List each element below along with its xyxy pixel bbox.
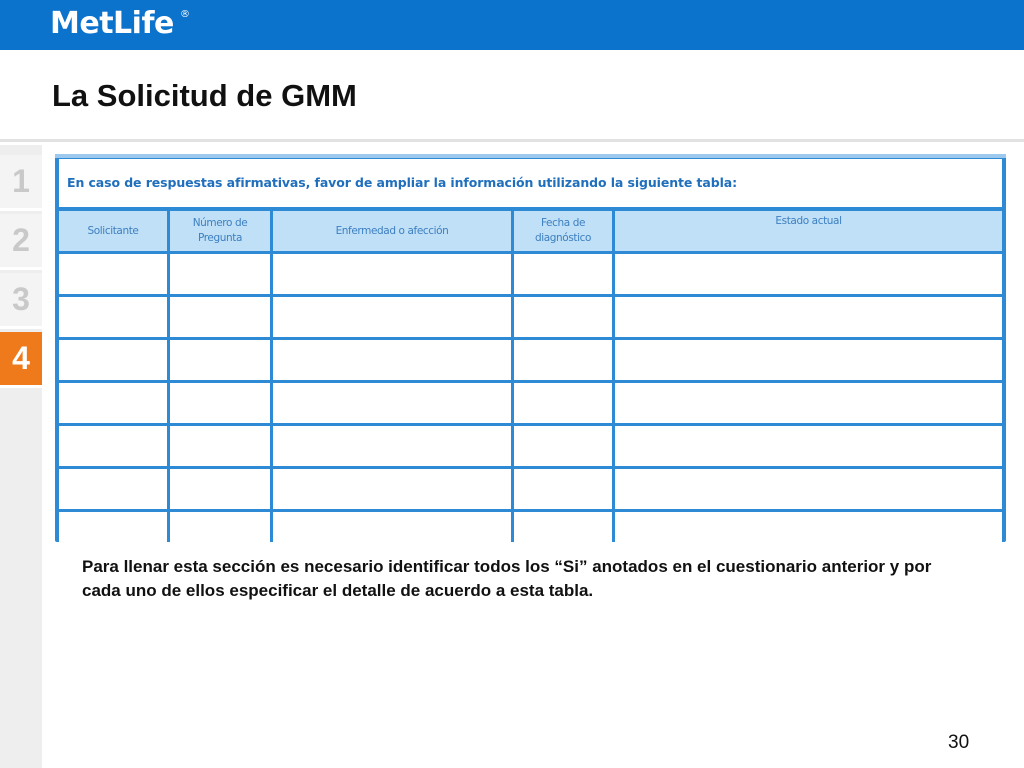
- page-number: 30: [948, 732, 970, 753]
- table-cell: [615, 426, 1002, 466]
- table-cell: [170, 469, 270, 509]
- column-header-estado-actual: Estado actual: [615, 211, 1002, 251]
- column-header-solicitante: Solicitante: [59, 211, 167, 251]
- table-cell: [273, 469, 511, 509]
- table-cell: [59, 512, 167, 552]
- table-cell: [170, 426, 270, 466]
- table-cell: [273, 297, 511, 337]
- table-cell: [170, 254, 270, 294]
- table-cell: [170, 340, 270, 380]
- table-cell: [59, 254, 167, 294]
- form-table: [55, 154, 1006, 542]
- form-top-stripe: [55, 154, 1006, 158]
- registered-mark: ®: [180, 9, 190, 20]
- table-cell: [170, 512, 270, 552]
- table-cell: [170, 297, 270, 337]
- table-cell: [59, 469, 167, 509]
- step-1[interactable]: 1: [0, 155, 42, 211]
- form-caption-box: [59, 159, 1002, 207]
- brand-header-bar: [0, 0, 1024, 50]
- table-cell: [273, 254, 511, 294]
- table-cell: [615, 469, 1002, 509]
- table-cell: [59, 383, 167, 423]
- column-header-fecha-diagnostico: Fecha de diagnóstico: [514, 211, 612, 251]
- table-cell: [59, 297, 167, 337]
- table-cell: [273, 426, 511, 466]
- table-cell: [59, 426, 167, 466]
- instruction-note: Para llenar esta sección es necesario identificar todos los “Si” anotados en el cuestionario anterior y por cada uno de ellos especificar el detalle de acuerdo a esta tabla.: [82, 557, 932, 600]
- table-cell: [615, 254, 1002, 294]
- step-navigation: [0, 145, 42, 768]
- table-cell: [615, 297, 1002, 337]
- title-band: [0, 50, 1024, 142]
- table-cell: [514, 254, 612, 294]
- table-cell: [514, 383, 612, 423]
- table-cell: [273, 383, 511, 423]
- table-cell: [514, 512, 612, 552]
- column-header-numero-pregunta: Número de Pregunta: [170, 211, 270, 251]
- table-cell: [514, 469, 612, 509]
- table-cell: [514, 297, 612, 337]
- metlife-logo: MetLife: [50, 6, 174, 41]
- slide-title: La Solicitud de GMM: [52, 78, 357, 113]
- form-caption: En caso de respuestas afirmativas, favor de ampliar la información utilizando la siguiente tabla:: [67, 175, 737, 190]
- table-cell: [59, 340, 167, 380]
- step-3[interactable]: 3: [0, 273, 42, 329]
- table-cell: [514, 340, 612, 380]
- step-2[interactable]: 2: [0, 214, 42, 270]
- table-cell: [273, 512, 511, 552]
- column-header-enfermedad: Enfermedad o afección: [273, 211, 511, 251]
- table-cell: [615, 512, 1002, 552]
- table-cell: [273, 340, 511, 380]
- table-cell: [170, 383, 270, 423]
- table-cell: [615, 383, 1002, 423]
- table-cell: [514, 426, 612, 466]
- table-cell: [615, 340, 1002, 380]
- step-4-active[interactable]: 4: [0, 332, 42, 388]
